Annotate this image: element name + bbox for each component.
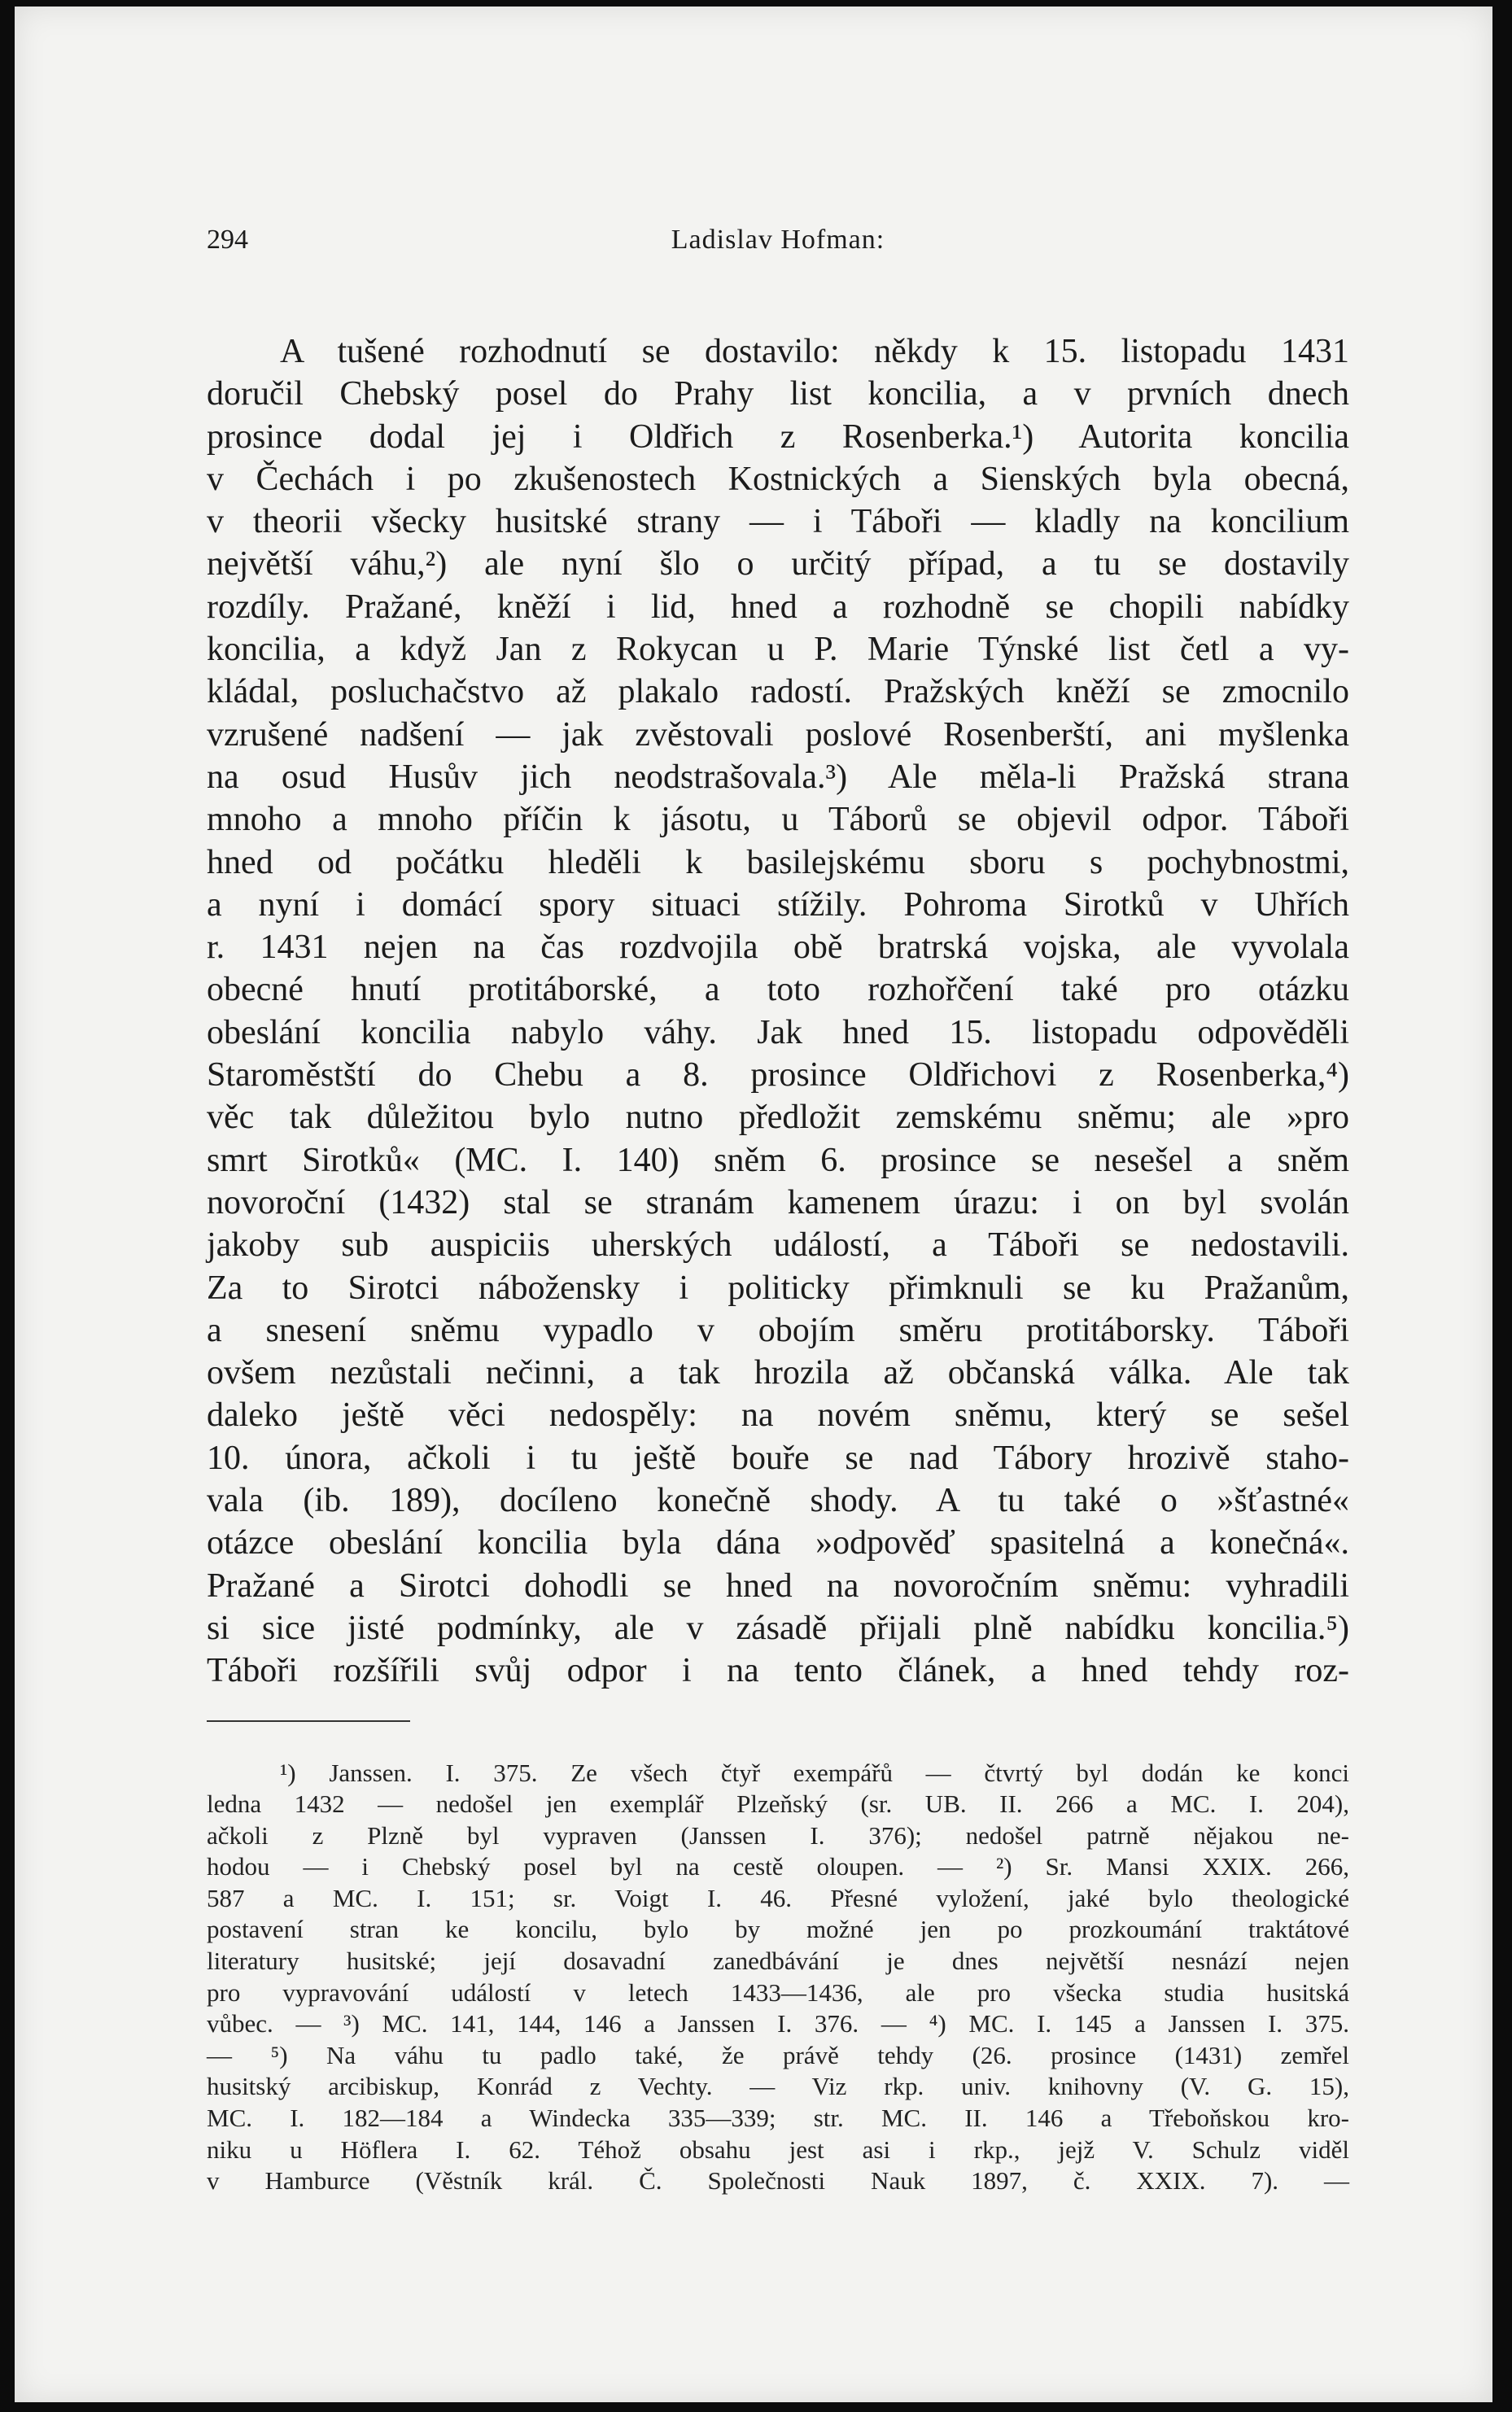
footnote-divider: [207, 1720, 410, 1722]
body-line: prosince dodal jej i Oldřich z Rosenberka.¹) Autorita koncilia: [207, 417, 1349, 456]
body-line: v Čechách i po zkušenostech Kostnických a Sienských byla obecná,: [207, 460, 1349, 498]
footnote-line: ¹) Janssen. I. 375. Ze všech čtyř exempářů — čtvrtý byl dodán ke konci: [280, 1758, 1349, 1787]
body-line: smrt Sirotků« (MC. I. 140) sněm 6. prosince se nesešel a sněm: [207, 1141, 1349, 1179]
footnote-line: husitský arcibiskup, Konrád z Vechty. — Viz rkp. univ. knihovny (V. G. 15),: [207, 2072, 1349, 2101]
body-line: r. 1431 nejen na čas rozdvojila obě bratrská vojska, ale vyvolala: [207, 929, 1349, 967]
body-line: ovšem nezůstali nečinni, a tak hrozila až občanská válka. Ale tak: [207, 1354, 1349, 1392]
body-line: hned od počátku hleděli k basilejskému sboru s pochybnostmi,: [207, 843, 1349, 881]
body-line: a nyní i domácí spory situaci stížily. Pohroma Sirotků v Uhřích: [207, 885, 1349, 924]
body-line: jakoby sub auspiciis uherských událostí, a Táboři se nedostavili.: [207, 1226, 1349, 1265]
footnote-line: ačkoli z Plzně byl vypraven (Janssen I. 376); nedošel patrně nějakou ne-: [207, 1820, 1349, 1850]
body-line: novoroční (1432) stal se stranám kamenem úrazu: i on byl svolán: [207, 1183, 1349, 1221]
body-line: 10. února, ačkoli i tu ještě bouře se nad Tábory hrozivě staho-: [207, 1439, 1349, 1477]
body-line: Za to Sirotci nábožensky i politicky přimknuli se ku Pražanům,: [207, 1269, 1349, 1307]
body-line: na osud Husův jich neodstrašovala.³) Ale měla-li Pražská strana: [207, 758, 1349, 796]
body-line: koncilia, a když Jan z Rokycan u P. Marie Týnské list četl a vy-: [207, 631, 1349, 669]
body-line: Táboři rozšířili svůj odpor i na tento článek, a hned tehdy roz-: [207, 1652, 1349, 1690]
body-line: věc tak důležitou bylo nutno předložit zemskému sněmu; ale »pro: [207, 1099, 1349, 1137]
body-line: otázce obeslání koncilia byla dána »odpověď spasitelná a konečná«.: [207, 1524, 1349, 1562]
body-line: obecné hnutí protitáborské, a toto rozhořčení také pro otázku: [207, 971, 1349, 1009]
body-line: Staroměstští do Chebu a 8. prosince Oldřichovi z Rosenberka,⁴): [207, 1056, 1349, 1095]
footnote-line: postavení stran ke koncilu, bylo by možné jen po prozkoumání traktátové: [207, 1915, 1349, 1944]
footnote-line: — ⁵) Na váhu tu padlo také, že právě tehdy (26. prosince (1431) zemřel: [207, 2040, 1349, 2069]
body-line: kládal, posluchačstvo až plakalo radostí. Pražských kněží se zmocnilo: [207, 673, 1349, 711]
body-line: si sice jisté podmínky, ale v zásadě přijali plně nabídku koncilia.⁵): [207, 1609, 1349, 1647]
page-content: [207, 225, 1349, 2197]
body-line: vala (ib. 189), docíleno konečně shody. A tu také o »šťastné«: [207, 1482, 1349, 1520]
body-line: daleko ještě věci nedospěly: na novém sněmu, který se sešel: [207, 1396, 1349, 1435]
running-head: Ladislav Hofman:: [671, 225, 885, 255]
footnote-line: v Hamburce (Věstník král. Č. Společnosti Nauk 1897, č. XXIX. 7). —: [207, 2166, 1349, 2196]
body-line: doručil Chebský posel do Prahy list koncilia, a v prvních dnech: [207, 375, 1349, 413]
footnote-line: MC. I. 182—184 a Windecka 335—339; str. MC. II. 146 a Třeboňskou kro-: [207, 2104, 1349, 2133]
footnote-line: vůbec. — ³) MC. 141, 144, 146 a Janssen I. 376. — ⁴) MC. I. 145 a Janssen I. 375.: [207, 2009, 1349, 2038]
body-line: v theorii všecky husitské strany — i Táboři — kladly na koncilium: [207, 503, 1349, 541]
body-line: vzrušené nadšení — jak zvěstovali poslové Rosenberští, ani myšlenka: [207, 715, 1349, 754]
body-line: rozdíly. Pražané, kněží i lid, hned a rozhodně se chopili nabídky: [207, 588, 1349, 626]
page-number: 294: [207, 225, 248, 255]
body-line: A tušené rozhodnutí se dostavilo: někdy k 15. listopadu 1431: [280, 333, 1349, 370]
footnotes: [207, 1758, 1349, 2197]
book-page: [15, 7, 1492, 2402]
footnote-line: hodou — i Chebský posel byl na cestě oloupen. — ²) Sr. Mansi XXIX. 266,: [207, 1852, 1349, 1881]
body-line: obeslání koncilia nabylo váhy. Jak hned 15. listopadu odpověděli: [207, 1013, 1349, 1051]
body-paragraph: [207, 330, 1349, 1693]
body-line: a snesení sněmu vypadlo v obojím směru protitáborsky. Táboři: [207, 1311, 1349, 1349]
body-line: největší váhu,²) ale nyní šlo o určitý případ, a tu se dostavily: [207, 545, 1349, 583]
body-line: mnoho a mnoho příčin k jásotu, u Táborů se objevil odpor. Táboři: [207, 801, 1349, 839]
body-line: Pražané a Sirotci dohodli se hned na novoročním sněmu: vyhradili: [207, 1566, 1349, 1605]
footnote-line: 587 a MC. I. 151; sr. Voigt I. 46. Přesné vyložení, jaké bylo theologické: [207, 1883, 1349, 1912]
footnote-line: ledna 1432 — nedošel jen exemplář Plzeňský (sr. UB. II. 266 a MC. I. 204),: [207, 1789, 1349, 1819]
footnote-line: niku u Höflera I. 62. Téhož obsahu jest asi i rkp., jejž V. Schulz viděl: [207, 2135, 1349, 2164]
footnote-line: literatury husitské; její dosavadní zanedbávání je dnes největší nesnází nejen: [207, 1947, 1349, 1976]
page-header: [207, 225, 1349, 273]
footnote-line: pro vypravování událostí v letech 1433—1436, ale pro všecka studia husitská: [207, 1977, 1349, 2007]
